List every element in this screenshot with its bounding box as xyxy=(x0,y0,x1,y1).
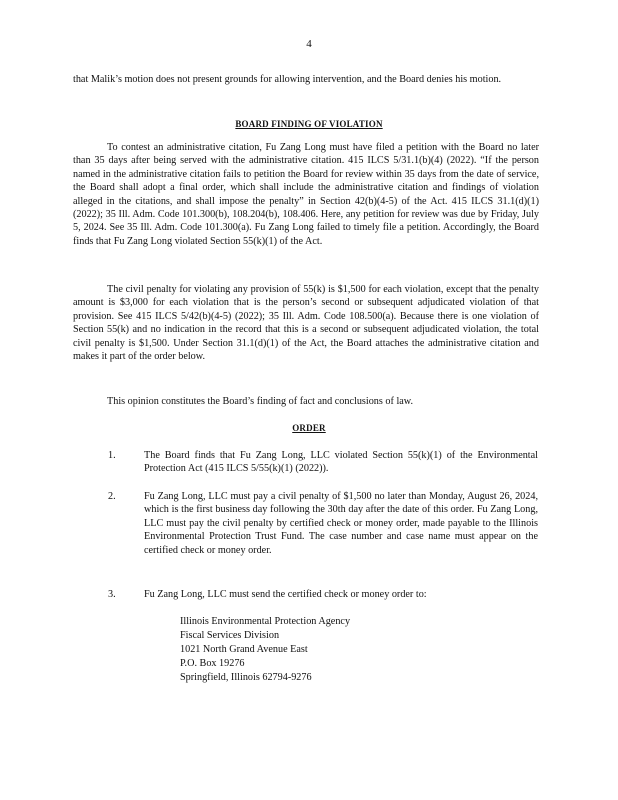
finding-paragraph-2: The civil penalty for violating any provision of 55(k) is $1,500 for each violation, except that the penalty amount is $3,000 for each violation that is the person’s second or subsequent adjudicated violation of that provision. See 415 ILCS 5/42(b)(4-5) (2022); 35 Ill. Adm. Code 108.500(a). Because there is one violation of Section 55(k) and no indication in the record that this is a second or subsequent adjudicated violation, the total civil penalty is $1,500. Under Section 31.1(d)(1) of the Act, the Board attaches the administrative citation and makes it part of the order below. xyxy=(73,284,539,363)
mailing-address xyxy=(180,615,350,685)
order-heading xyxy=(0,422,618,435)
order-item-number: 2. xyxy=(108,491,116,502)
order-item-text: Fu Zang Long, LLC must pay a civil penalty of $1,500 no later than Monday, August 26, 2024, which is the first business day following the 30th day after the date of this order. Fu Zang Long, LLC must pay the civil penalty by certified check or money order, made payable to the Illinois Environmental Protection Trust Fund. The case number and case name must appear on the certified check or money order. xyxy=(144,491,538,556)
order-item-text: The Board finds that Fu Zang Long, LLC violated Section 55(k)(1) of the Environmental Protection Act (415 ILCS 5/55(k)(1) (2022)). xyxy=(144,450,538,475)
order-item xyxy=(108,588,538,601)
order-item-text: Fu Zang Long, LLC must send the certified check or money order to: xyxy=(144,589,427,600)
section-heading xyxy=(0,118,618,131)
address-line: Fiscal Services Division xyxy=(180,630,280,641)
address-line: Illinois Environmental Protection Agency xyxy=(180,616,351,627)
address-line: Springfield, Illinois 62794-9276 xyxy=(180,672,312,683)
order-item xyxy=(108,449,538,476)
order-item-number: 3. xyxy=(108,589,116,600)
page-number: 4 xyxy=(306,38,312,50)
section-heading-text: BOARD FINDING OF VIOLATION xyxy=(235,119,383,129)
order-heading-text: ORDER xyxy=(292,423,326,433)
opinion-statement: This opinion constitutes the Board’s finding of fact and conclusions of law. xyxy=(107,396,414,407)
finding-paragraph-1: To contest an administrative citation, Fu Zang Long must have filed a petition with the Board no later than 35 days after being served with the administrative citation. 415 ILCS 5/31.1(b)(4) (2022). “If the person named in the administrative citation fails to petition the Board for review within 35 days from the date of service, the Board shall adopt a final order, which shall include the administrative citation and findings of violation alleged in the citations, and shall impose the penalty” in Section 42(b)(4-5) of the Act. 415 ILCS 31.1(d)(1) (2022); 35 Ill. Adm. Code 101.300(b), 108.204(b), 108.406. Here, any petition for review was due by Friday, July 5, 2024. See 35 Ill. Adm. Code 101.300(a). Fu Zang Long failed to timely file a petition. Accordingly, the Board finds that Fu Zang Long violated Section 55(k)(1) of the Act. xyxy=(73,142,539,247)
intro-paragraph: that Malik’s motion does not present grounds for allowing intervention, and the Board denies his motion. xyxy=(73,74,502,85)
order-item xyxy=(108,490,538,557)
order-item-number: 1. xyxy=(108,450,116,461)
address-line: P.O. Box 19276 xyxy=(180,658,245,669)
address-line: 1021 North Grand Avenue East xyxy=(180,644,308,655)
